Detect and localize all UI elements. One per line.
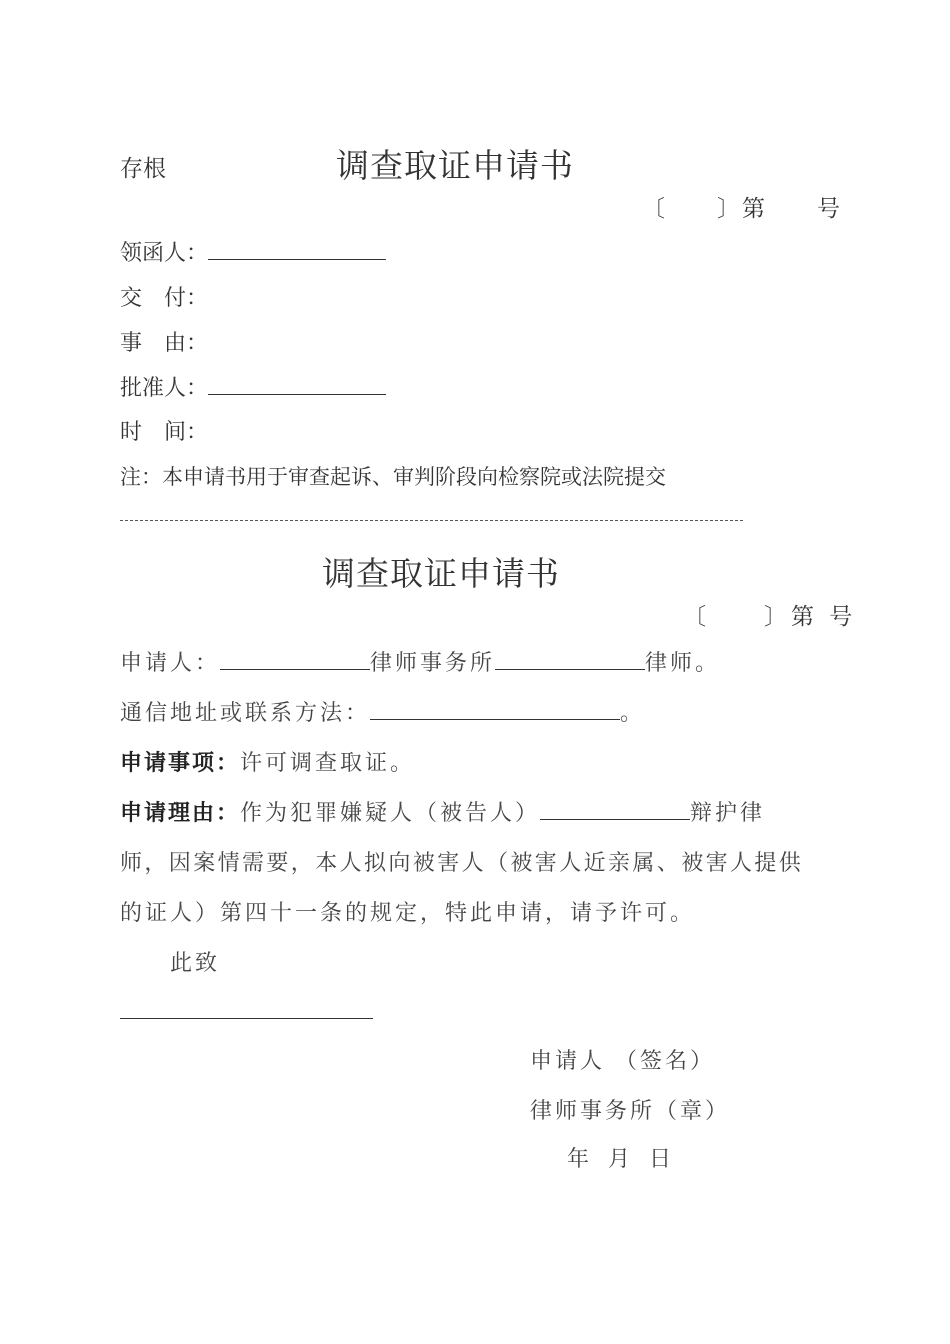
reason-label: 申请理由： [120,800,241,826]
stub-field-time [120,415,208,446]
contact-line [120,696,645,727]
stub-field-recipient [120,236,386,267]
stub-field-label: 领函人： [120,241,209,266]
matter-text: 许可调查取证。 [240,751,416,776]
matter-label: 申请事项： [120,750,241,776]
date-line: 年 月 日 [567,1147,677,1172]
stub-title: 调查取证申请书 [336,146,574,185]
stub-field-label: 批准人： [120,376,209,401]
stub-field-reason [120,326,208,357]
lawyer-suffix: 律师。 [645,651,721,676]
reason-line-1 [120,796,765,827]
reason-text-b: 辩护律 [690,801,766,826]
contact-blank[interactable] [370,699,620,720]
stub-note: 注：本申请书用于审查起诉、审判阶段向检察院或法院提交 [120,465,666,489]
form-title: 调查取证申请书 [322,554,560,593]
signature-law-firm: 律师事务所（章） [530,1099,731,1124]
reason-line-3: 的证人）第四十一条的规定，特此申请，请予许可。 [120,901,696,926]
law-firm-label: 律师事务所 [370,651,496,676]
stub-field-approver [120,371,386,402]
stub-field-label: 交 付： [120,286,209,311]
applicant-line [120,646,720,677]
stub-field-label: 时 间： [120,420,209,445]
form-number-line: 〔 〕第 号 [683,604,857,630]
stub-field-delivery [120,281,208,312]
reason-line-2: 师，因案情需要，本人拟向被害人（被害人近亲属、被害人提供 [120,851,804,876]
signature-applicant: 申请人 （签名） [530,1049,715,1074]
lawyer-name-blank[interactable] [495,649,645,670]
contact-end: 。 [620,701,646,726]
recipient-blank-line[interactable] [120,1018,373,1019]
stub-approver-blank[interactable] [208,374,386,395]
stub-field-label: 事 由： [120,331,209,356]
stub-number-line: 〔 〕第 号 [642,196,842,222]
applicant-name-blank[interactable] [220,649,370,670]
stub-label: 存根 [120,156,166,182]
matter-line [120,746,415,777]
contact-label: 通信地址或联系方法： [120,701,371,726]
applicant-label: 申请人： [120,651,221,676]
stub-recipient-blank[interactable] [208,239,386,260]
reason-text-a: 作为犯罪嫌疑人（被告人） [240,801,541,826]
closing-salutation: 此致 [170,951,221,976]
cut-line-divider [120,520,743,521]
suspect-name-blank[interactable] [540,799,690,820]
